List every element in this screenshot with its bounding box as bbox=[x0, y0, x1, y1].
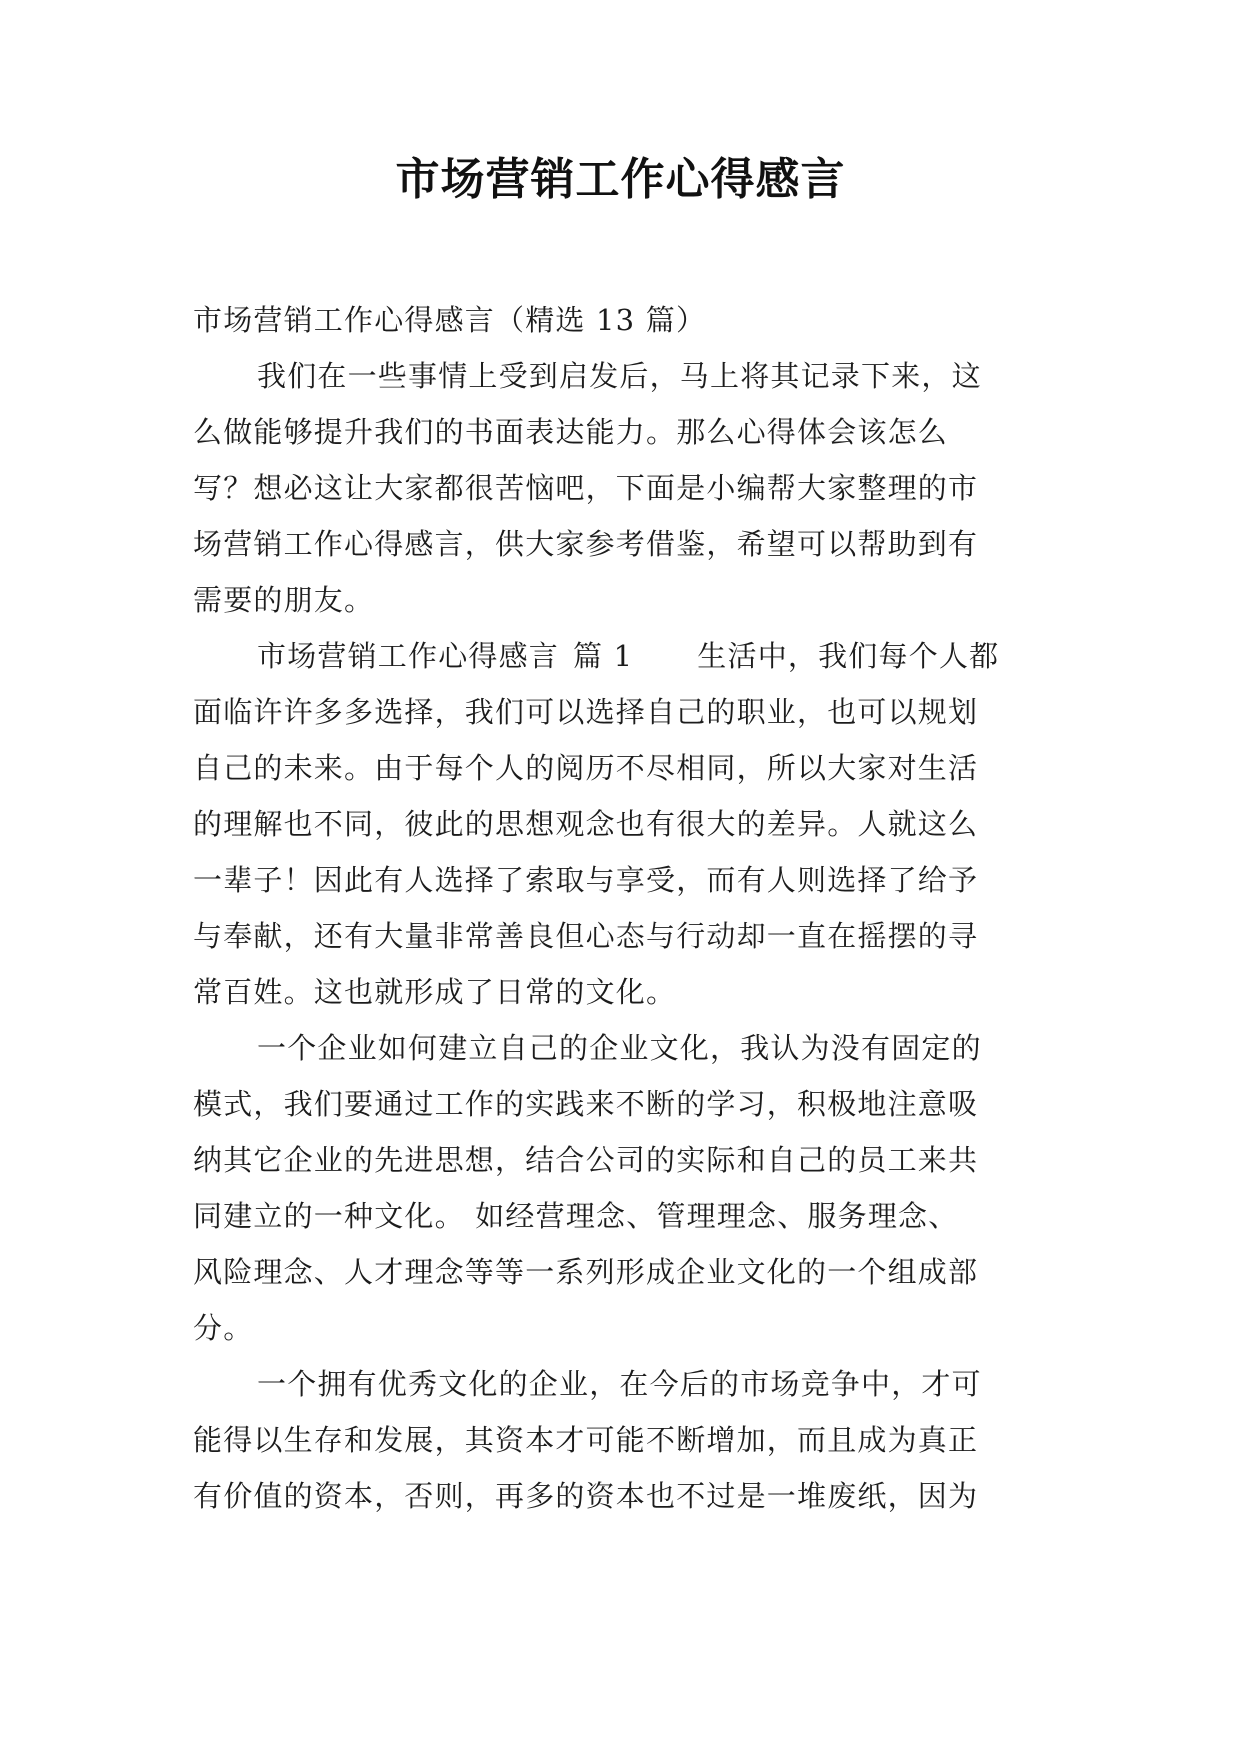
text-line: 风险理念、人才理念等等一系列形成企业文化的一个组成部 bbox=[193, 1255, 979, 1289]
paragraph-2 bbox=[193, 1020, 1053, 1356]
section-1-first-line bbox=[193, 628, 1053, 684]
text-line: 的理解也不同，彼此的思想观念也有很大的差异。人就这么 bbox=[193, 807, 979, 841]
text-line: 与奉献，还有大量非常善良但心态与行动却一直在摇摆的寻 bbox=[193, 919, 979, 953]
paragraph-3 bbox=[193, 1356, 1053, 1524]
text-line: 纳其它企业的先进思想，结合公司的实际和自己的员工来共 bbox=[193, 1143, 979, 1177]
text-line: 我们在一些事情上受到启发后，马上将其记录下来，这 bbox=[257, 359, 982, 393]
text-line: 么做能够提升我们的书面表达能力。那么心得体会该怎么 bbox=[193, 415, 949, 449]
text-line: 能得以生存和发展，其资本才可能不断增加，而且成为真正 bbox=[193, 1423, 979, 1457]
text-line: 常百姓。这也就形成了日常的文化。 bbox=[193, 975, 677, 1009]
text-line: 分。 bbox=[193, 1311, 254, 1345]
document-body bbox=[193, 292, 1053, 1524]
text-line: 一个企业如何建立自己的企业文化，我认为没有固定的 bbox=[257, 1031, 982, 1065]
subtitle-paragraph bbox=[193, 292, 1053, 348]
text-line: 同建立的一种文化。 如经营理念、管理理念、服务理念、 bbox=[193, 1199, 959, 1233]
section-heading-number: 篇 1 bbox=[573, 639, 634, 673]
document-title: 市场营销工作心得感言 bbox=[395, 154, 846, 205]
section-1-paragraph bbox=[193, 628, 1053, 1020]
text-line: 需要的朋友。 bbox=[193, 583, 375, 617]
text-line: 一辈子！因此有人选择了索取与享受，而有人则选择了给予 bbox=[193, 863, 979, 897]
document-subtitle: 市场营销工作心得感言（精选 13 篇） bbox=[193, 303, 707, 337]
text-line: 自己的未来。由于每个人的阅历不尽相同，所以大家对生活 bbox=[193, 751, 979, 785]
text-line: 有价值的资本，否则，再多的资本也不过是一堆废纸，因为 bbox=[193, 1479, 979, 1513]
intro-paragraph bbox=[193, 348, 1053, 628]
text-line: 场营销工作心得感言，供大家参考借鉴，希望可以帮助到有 bbox=[193, 527, 979, 561]
text-line: 写？想必这让大家都很苦恼吧，下面是小编帮大家整理的市 bbox=[193, 471, 979, 505]
text-line-start: 生活中，我们每个人都 bbox=[697, 639, 1000, 673]
section-heading-title: 市场营销工作心得感言 bbox=[257, 639, 560, 673]
text-line: 一个拥有优秀文化的企业，在今后的市场竞争中，才可 bbox=[257, 1367, 982, 1401]
text-line: 模式，我们要通过工作的实践来不断的学习，积极地注意吸 bbox=[193, 1087, 979, 1121]
text-line: 面临许许多多选择，我们可以选择自己的职业，也可以规划 bbox=[193, 695, 979, 729]
